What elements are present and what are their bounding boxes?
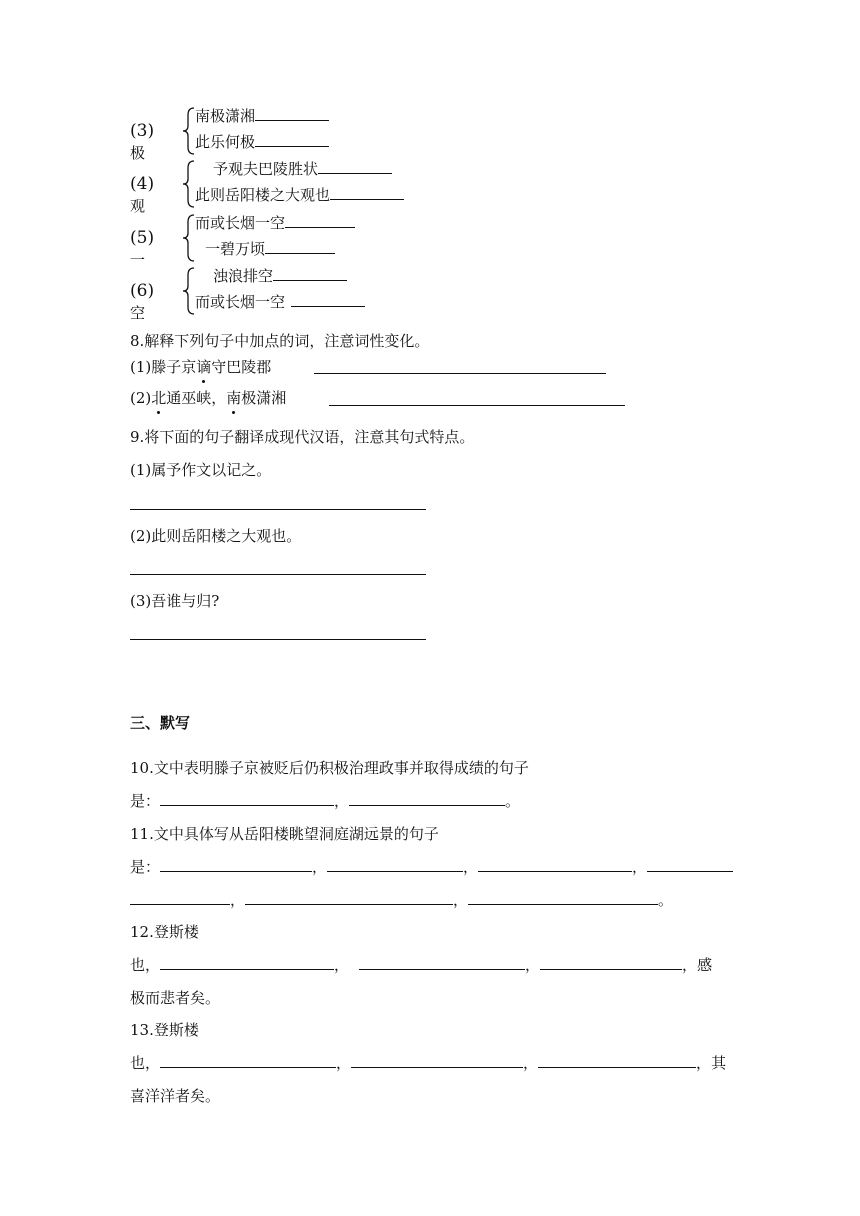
answer-blank[interactable] bbox=[359, 955, 525, 970]
brace-icon bbox=[182, 159, 196, 209]
answer-blank[interactable] bbox=[349, 791, 505, 806]
q10-prompt: 10.文中表明滕子京被贬后仍积极治理政事并取得成绩的句子 bbox=[130, 759, 529, 777]
item-number: (3)极 bbox=[130, 121, 155, 162]
q9-item-3: (3)吾谁与归? bbox=[130, 592, 220, 610]
answer-blank[interactable] bbox=[265, 239, 335, 254]
answer-blank[interactable] bbox=[647, 857, 733, 872]
answer-blank[interactable] bbox=[318, 159, 392, 174]
q9-item-1: (1)属予作文以记之。 bbox=[130, 461, 272, 479]
answer-blank[interactable] bbox=[160, 955, 334, 970]
answer-blank[interactable] bbox=[538, 1053, 696, 1068]
answer-blank[interactable] bbox=[255, 106, 329, 121]
q12-prompt: 12.登斯楼 bbox=[130, 923, 199, 941]
q7-line: 而或长烟一空 bbox=[195, 292, 365, 312]
answer-blank[interactable] bbox=[130, 890, 230, 905]
answer-blank[interactable] bbox=[285, 213, 355, 228]
answer-blank[interactable] bbox=[255, 132, 329, 147]
answer-line[interactable] bbox=[329, 405, 625, 406]
q10-answer-row: 是： ， 。 bbox=[130, 792, 521, 810]
q9-item-2: (2)此则岳阳楼之大观也。 bbox=[130, 527, 302, 545]
q8-title: 8.解释下列句子中加点的词，注意词性变化。 bbox=[130, 332, 430, 350]
q8-item-1: (1)滕子京谪守巴陵郡 bbox=[130, 358, 272, 376]
answer-blank[interactable] bbox=[468, 890, 658, 905]
item-number: (6)空 bbox=[130, 281, 155, 322]
answer-line[interactable] bbox=[314, 373, 606, 374]
q12-answer-row: 也， ， ， ，感 bbox=[130, 956, 713, 974]
answer-blank[interactable] bbox=[351, 1053, 523, 1068]
answer-blank[interactable] bbox=[327, 857, 463, 872]
answer-blank[interactable] bbox=[160, 1053, 336, 1068]
q11-answer-row: 是： ， ， ， bbox=[130, 857, 733, 877]
q9-title: 9.将下面的句子翻译成现代汉语，注意其句式特点。 bbox=[130, 428, 475, 446]
q13-tail: 喜洋洋者矣。 bbox=[130, 1087, 221, 1105]
brace-icon bbox=[182, 106, 196, 156]
answer-line[interactable] bbox=[130, 574, 426, 575]
q13-answer-row: 也， ， ， ，其 bbox=[130, 1054, 727, 1072]
q7-line: 予观夫巴陵胜状 bbox=[213, 159, 392, 179]
q12-tail: 极而悲者矣。 bbox=[130, 989, 221, 1007]
item-number: (4)观 bbox=[130, 174, 155, 215]
q13-prompt: 13.登斯楼 bbox=[130, 1021, 199, 1039]
q7-line: 此乐何极 bbox=[195, 132, 329, 152]
q7-line: 南极潇湘 bbox=[195, 106, 329, 126]
q7-line: 而或长烟一空 bbox=[195, 213, 355, 233]
answer-blank[interactable] bbox=[160, 857, 312, 872]
q11-prompt: 11.文中具体写从岳阳楼眺望洞庭湖远景的句子 bbox=[130, 825, 439, 843]
answer-line[interactable] bbox=[130, 639, 426, 640]
q7-line: 浊浪排空 bbox=[213, 266, 347, 286]
q7-line: 此则岳阳楼之大观也 bbox=[195, 185, 404, 205]
answer-blank[interactable] bbox=[330, 185, 404, 200]
answer-blank[interactable] bbox=[540, 955, 682, 970]
q7-line: 一碧万顷 bbox=[205, 239, 335, 259]
answer-line[interactable] bbox=[130, 509, 426, 510]
brace-icon bbox=[182, 213, 196, 263]
section-heading: 三、默写 bbox=[130, 714, 191, 732]
brace-icon bbox=[182, 266, 196, 316]
answer-blank[interactable] bbox=[478, 857, 632, 872]
item-number: (5)一 bbox=[130, 228, 155, 269]
q8-item-2: (2)北通巫峡，南极潇湘 bbox=[130, 389, 287, 407]
answer-blank[interactable] bbox=[160, 791, 334, 806]
q11-answer-row-2: ， ， 。 bbox=[130, 890, 673, 910]
answer-blank[interactable] bbox=[273, 266, 347, 281]
answer-blank[interactable] bbox=[291, 292, 365, 307]
answer-blank[interactable] bbox=[245, 890, 453, 905]
